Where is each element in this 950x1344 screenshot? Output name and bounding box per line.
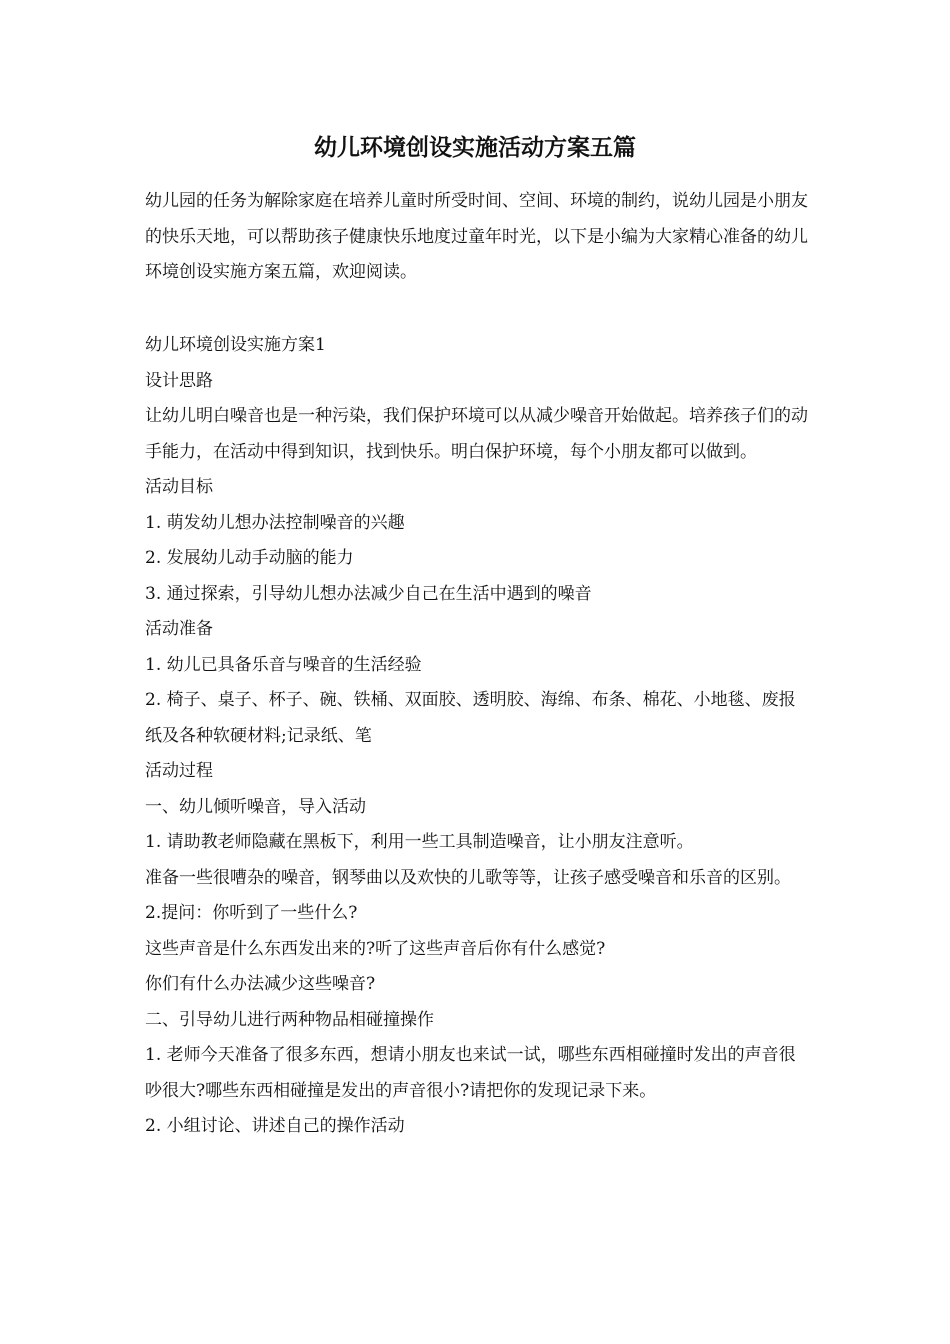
- list-item: 1. 老师今天准备了很多东西，想请小朋友也来试一试，哪些东西相碰撞时发出的声音很吵很大?哪些东西相碰撞是发出的声音很小?请把你的发现记录下来。: [145, 1045, 796, 1101]
- list-item: 1. 请助教老师隐藏在黑板下，利用一些工具制造噪音，让小朋友注意听。: [145, 832, 694, 852]
- paragraph: 这些声音是什么东西发出来的?听了这些声音后你有什么感觉?: [145, 938, 606, 959]
- list-item: 2. 小组讨论、讲述自己的操作活动: [145, 1116, 405, 1136]
- paragraph: 你们有什么办法减少这些噪音?: [145, 974, 376, 994]
- subheading: 设计思路: [145, 370, 213, 391]
- document-title: 幼儿环境创设实施活动方案五篇: [314, 134, 636, 161]
- subheading: 活动目标: [145, 477, 213, 497]
- list-item: 2.提问：你听到了一些什么?: [145, 903, 358, 923]
- list-item: 1. 幼儿已具备乐音与噪音的生活经验: [145, 654, 422, 675]
- section-heading: 幼儿环境创设实施方案1: [145, 335, 326, 355]
- list-item: 2. 发展幼儿动手动脑的能力: [145, 548, 354, 568]
- list-item: 3. 通过探索，引导幼儿想办法减少自己在生活中遇到的噪音: [145, 583, 592, 604]
- step-heading: 一、幼儿倾听噪音，导入活动: [145, 796, 366, 817]
- list-item: 1. 萌发幼儿想办法控制噪音的兴趣: [145, 512, 405, 533]
- subheading: 活动过程: [145, 761, 213, 781]
- paragraph: 让幼儿明白噪音也是一种污染，我们保护环境可以从减少噪音开始做起。培养孩子们的动手能力，在活动中得到知识，找到快乐。明白保护环境，每个小朋友都可以做到。: [145, 406, 808, 462]
- paragraph: 准备一些很嘈杂的噪音，钢琴曲以及欢快的儿歌等等，让孩子感受噪音和乐音的区别。: [145, 867, 791, 888]
- list-item: 2. 椅子、桌子、杯子、碗、铁桶、双面胶、透明胶、海绵、布条、棉花、小地毯、废报纸及各种软硬材料;记录纸、笔: [145, 690, 796, 746]
- subheading: 活动准备: [145, 619, 213, 639]
- step-heading: 二、引导幼儿进行两种物品相碰撞操作: [145, 1009, 434, 1030]
- intro-paragraph: 幼儿园的任务为解除家庭在培养儿童时所受时间、空间、环境的制约，说幼儿园是小朋友的快乐天地，可以帮助孩子健康快乐地度过童年时光，以下是小编为大家精心准备的幼儿环境创设实施方案五篇，欢迎阅读。: [145, 191, 808, 282]
- document-body: [145, 328, 810, 1145]
